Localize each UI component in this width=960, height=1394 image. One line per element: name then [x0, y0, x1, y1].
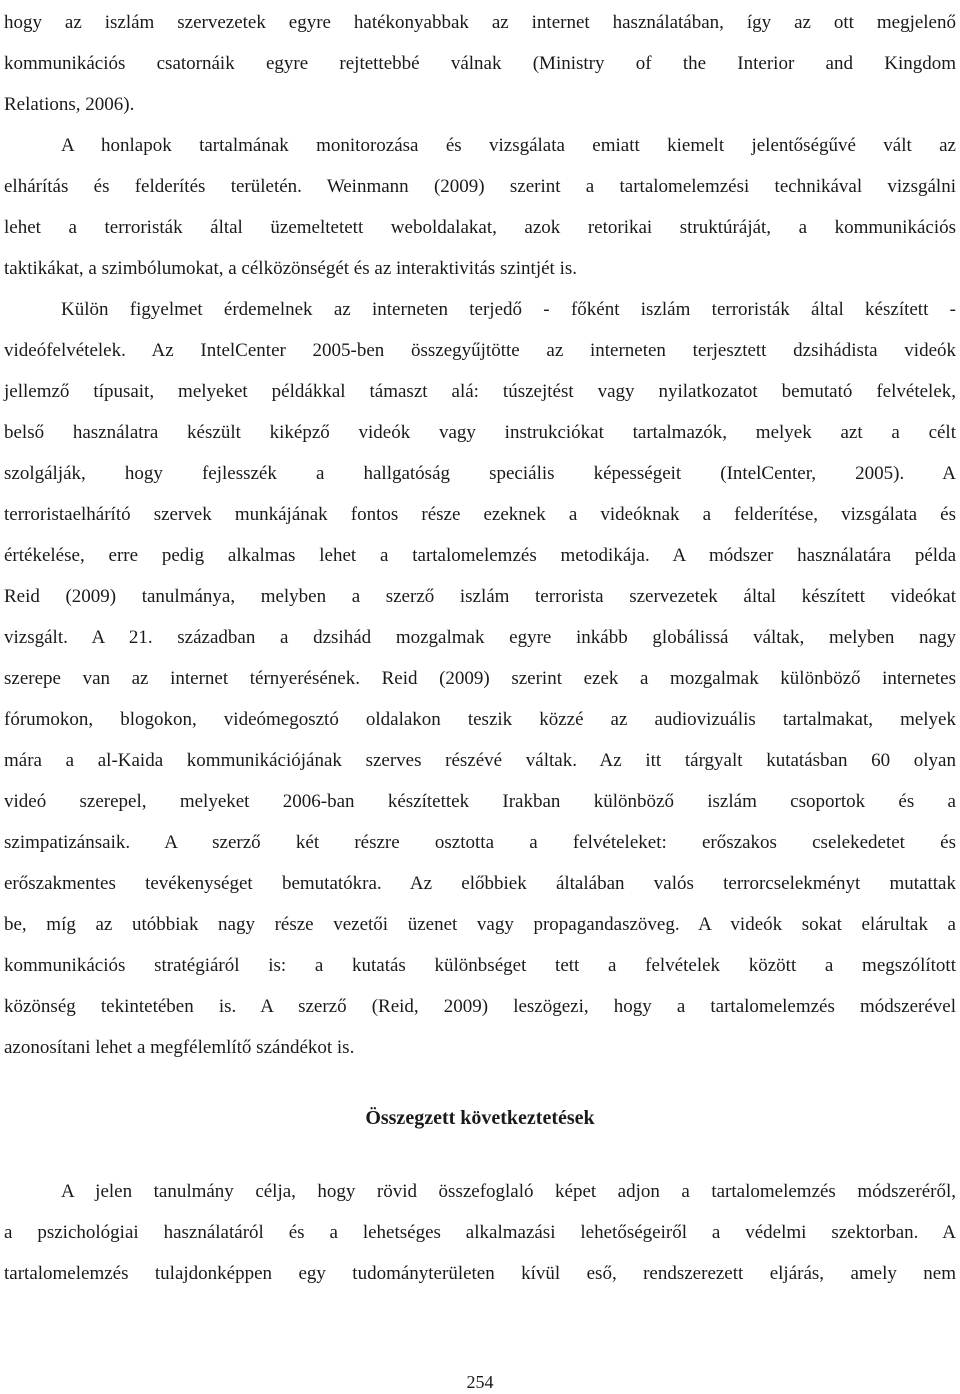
text-line: elhárítás és felderítés területén. Weinmann (2009) szerint a tartalomelemzési technikával vizsgálni [4, 176, 956, 197]
text-line: videó szerepel, melyeket 2006-ban készítettek Irakban különböző iszlám csoportok és a [4, 791, 956, 812]
text-line: jellemző típusait, melyeket példákkal támaszt alá: túszejtést vagy nyilatkozatot bemutató felvételek, [4, 381, 956, 402]
text-line: terroristaelhárító szervek munkájának fontos része ezeknek a videóknak a felderítése, vizsgálata és [4, 504, 956, 525]
text-line: közönség tekintetében is. A szerző (Reid, 2009) leszögezi, hogy a tartalomelemzés módszerével [4, 996, 956, 1017]
text-line: lehet a terroristák által üzemeltetett weboldalakat, azok retorikai struktúráját, a kommunikációs [4, 217, 956, 238]
text-line: A jelen tanulmány célja, hogy rövid összefoglaló képet adjon a tartalomelemzés módszeréről, [61, 1181, 956, 1202]
text-line: taktikákat, a szimbólumokat, a célközönségét és az interaktivitás szintjét is. [4, 258, 577, 279]
text-line: Külön figyelmet érdemelnek az interneten terjedő - főként iszlám terroristák által készített - [61, 299, 956, 320]
text-line: erőszakmentes tevékenységet bemutatókra. Az előbbiek általában valós terrorcselekményt mutattak [4, 873, 956, 894]
page-number: 254 [466, 1372, 494, 1392]
text-line: értékelése, erre pedig alkalmas lehet a tartalomelemzés metodikája. A módszer használatára példa [4, 545, 956, 566]
text-line: kommunikációs stratégiáról is: a kutatás különbséget tett a felvételek között a megszólított [4, 955, 956, 976]
text-line: be, míg az utóbbiak nagy része vezetői üzenet vagy propagandaszöveg. A videók sokat elárultak a [4, 914, 956, 935]
text-line: Reid (2009) tanulmánya, melyben a szerző iszlám terrorista szervezetek által készített videókat [4, 586, 956, 607]
body-text-section-1 [4, 2, 956, 1068]
text-line: kommunikációs csatornáik egyre rejtettebbé válnak (Ministry of the Interior and Kingdom [4, 53, 956, 74]
text-line: A honlapok tartalmának monitorozása és vizsgálata emiatt kiemelt jelentőségűvé vált az [61, 135, 956, 156]
text-line: a pszichológiai használatáról és a lehetséges alkalmazási lehetőségeiről a védelmi szektorban. A [4, 1222, 956, 1243]
text-line: mára a al-Kaida kommunikációjának szerves részévé váltak. Az itt tárgyalt kutatásban 60 olyan [4, 750, 956, 771]
section-heading: Összegzett következtetések [365, 1107, 595, 1129]
text-line: hogy az iszlám szervezetek egyre hatékonyabbak az internet használatában, így az ott megjelenő [4, 12, 956, 33]
text-line: videófelvételek. Az IntelCenter 2005-ben összegyűjtötte az interneten terjesztett dzsihádista videók [4, 340, 956, 361]
body-text-section-2 [4, 1171, 956, 1294]
text-line: Relations, 2006). [4, 94, 135, 115]
text-line: fórumokon, blogokon, videómegosztó oldalakon teszik közzé az audiovizuális tartalmakat, melyek [4, 709, 956, 730]
text-line: azonosítani lehet a megfélemlítő szándékot is. [4, 1037, 355, 1058]
text-line: szolgálják, hogy fejlesszék a hallgatóság speciális képességeit (IntelCenter, 2005). A [4, 463, 956, 484]
text-line: szerepe van az internet térnyerésének. Reid (2009) szerint ezek a mozgalmak különböző internetes [4, 668, 956, 689]
text-line: szimpatizánsaik. A szerző két részre osztotta a felvételeket: erőszakos cselekedetet és [4, 832, 956, 853]
text-line: vizsgált. A 21. században a dzsihád mozgalmak egyre inkább globálissá váltak, melyben nagy [4, 627, 956, 648]
text-line: tartalomelemzés tulajdonképpen egy tudományterületen kívül eső, rendszerezett eljárás, amely nem [4, 1263, 956, 1284]
text-line: belső használatra készült kiképző videók vagy instrukciókat tartalmazók, melyek azt a célt [4, 422, 956, 443]
